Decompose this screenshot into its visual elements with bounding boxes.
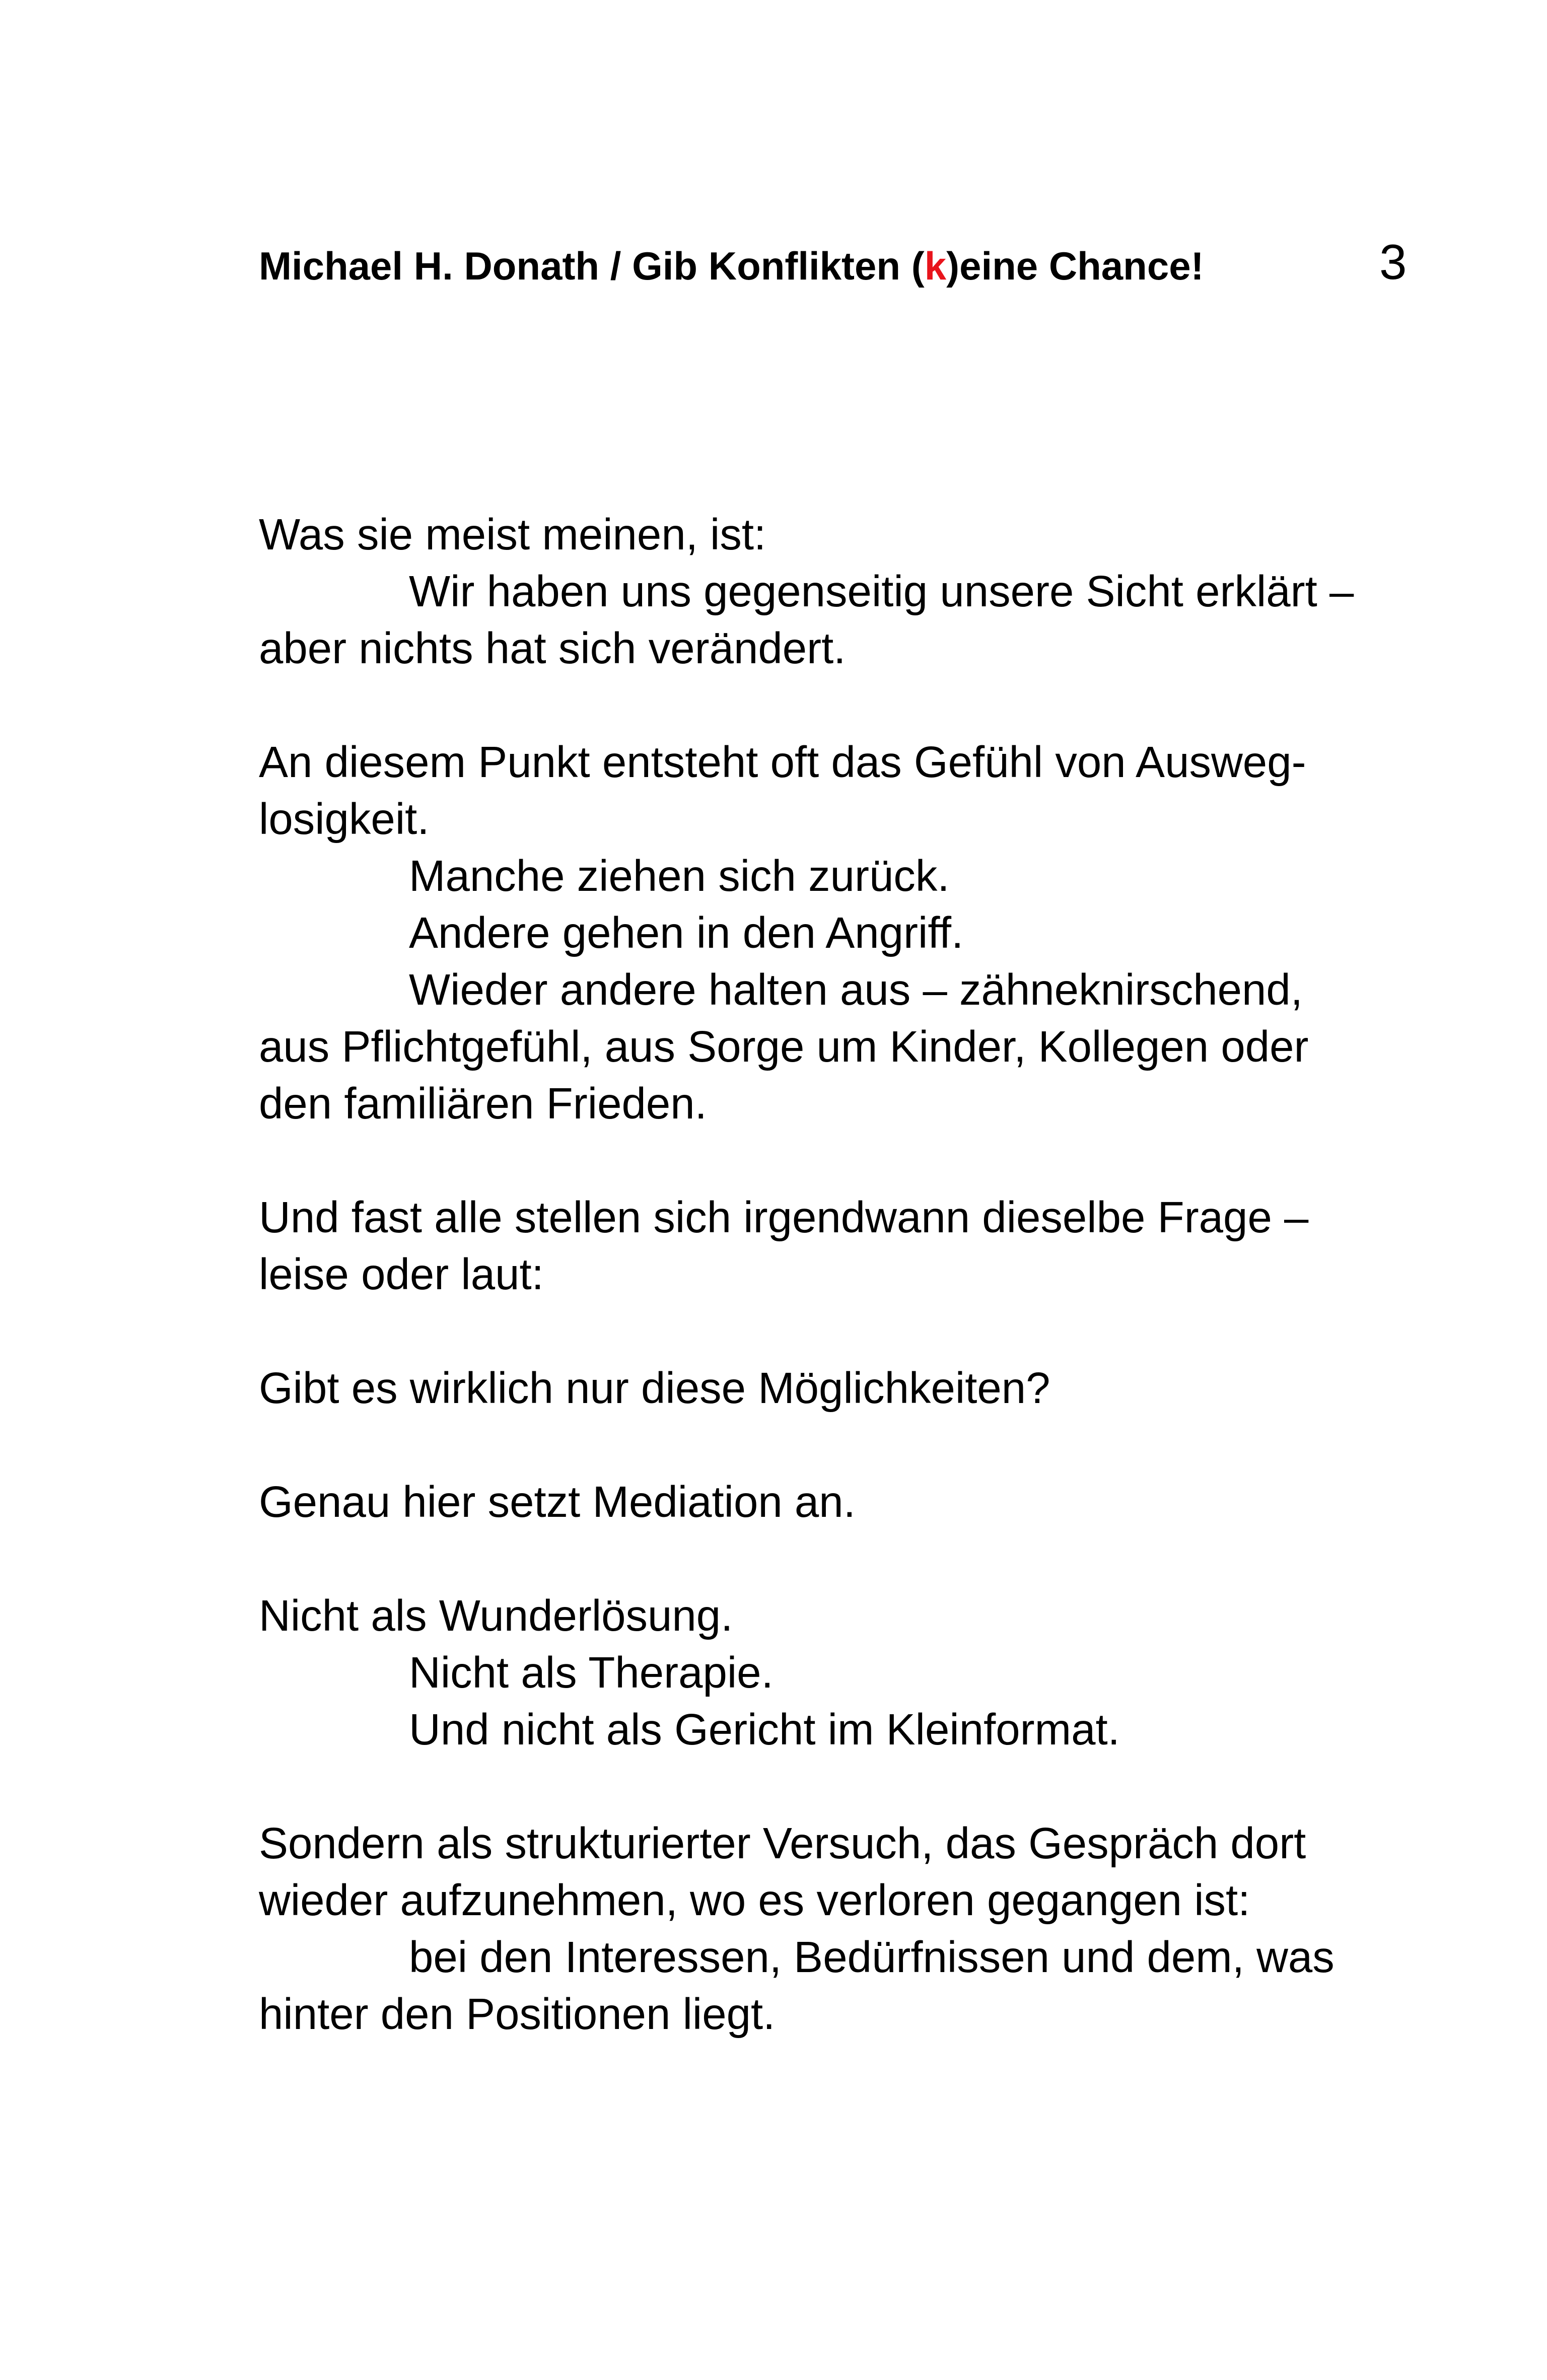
text-line: Was sie meist meinen, ist:: [259, 510, 766, 559]
paragraph: [259, 1189, 1417, 1303]
text-line: Und nicht als Gericht im Kleinformat.: [409, 1705, 1120, 1754]
text-line: Andere gehen in den Angriff.: [409, 908, 964, 957]
paragraph-gap: [259, 677, 1417, 734]
text-line: den familiären Frieden.: [259, 1079, 707, 1128]
text-line: Nicht als Therapie.: [409, 1648, 774, 1697]
text-line: Und fast alle stellen sich irgendwann dieselbe Frage –: [259, 1193, 1309, 1242]
paragraph: [259, 1360, 1417, 1417]
running-title-part1: Michael H. Donath / Gib Konflikten (: [259, 244, 925, 288]
paragraph-gap: [259, 1530, 1417, 1587]
text-line: bei den Interessen, Bedürfnissen und dem, was: [409, 1933, 1334, 1982]
text-line: leise oder laut:: [259, 1250, 544, 1299]
paragraph: [259, 1474, 1417, 1530]
text-line: Gibt es wirklich nur diese Möglichkeiten?: [259, 1364, 1050, 1413]
text-line: Genau hier setzt Mediation an.: [259, 1478, 856, 1526]
text-line: An diesem Punkt entsteht oft das Gefühl von Ausweg-: [259, 738, 1306, 787]
running-title-accent: k: [924, 244, 947, 288]
text-line: wieder aufzunehmen, wo es verloren gegangen ist:: [259, 1876, 1250, 1925]
text-line: aber nichts hat sich verändert.: [259, 624, 846, 673]
page-number: 3: [1379, 234, 1407, 290]
text-line: Wieder andere halten aus – zähneknirschend,: [409, 965, 1303, 1014]
text-line: aus Pflichtgefühl, aus Sorge um Kinder, Kollegen oder: [259, 1022, 1309, 1071]
body-text: [259, 506, 1417, 2043]
paragraph-gap: [259, 1417, 1417, 1474]
paragraph: [259, 1587, 1417, 1758]
text-line: Wir haben uns gegenseitig unsere Sicht erklärt –: [409, 567, 1354, 616]
text-line: Manche ziehen sich zurück.: [409, 852, 950, 900]
text-line: Nicht als Wunderlösung.: [259, 1591, 733, 1640]
running-title: [259, 241, 1204, 291]
running-title-part2: )eine Chance!: [946, 244, 1204, 288]
paragraph: [259, 734, 1417, 1132]
paragraph: [259, 506, 1417, 677]
text-line: losigkeit.: [259, 795, 430, 844]
text-line: Sondern als strukturierter Versuch, das Gespräch dort: [259, 1819, 1306, 1868]
text-line: hinter den Positionen liegt.: [259, 1990, 776, 2039]
paragraph-gap: [259, 1758, 1417, 1815]
paragraph: [259, 1815, 1417, 2043]
page-header: [259, 234, 1407, 292]
paragraph-gap: [259, 1132, 1417, 1189]
paragraph-gap: [259, 1303, 1417, 1360]
